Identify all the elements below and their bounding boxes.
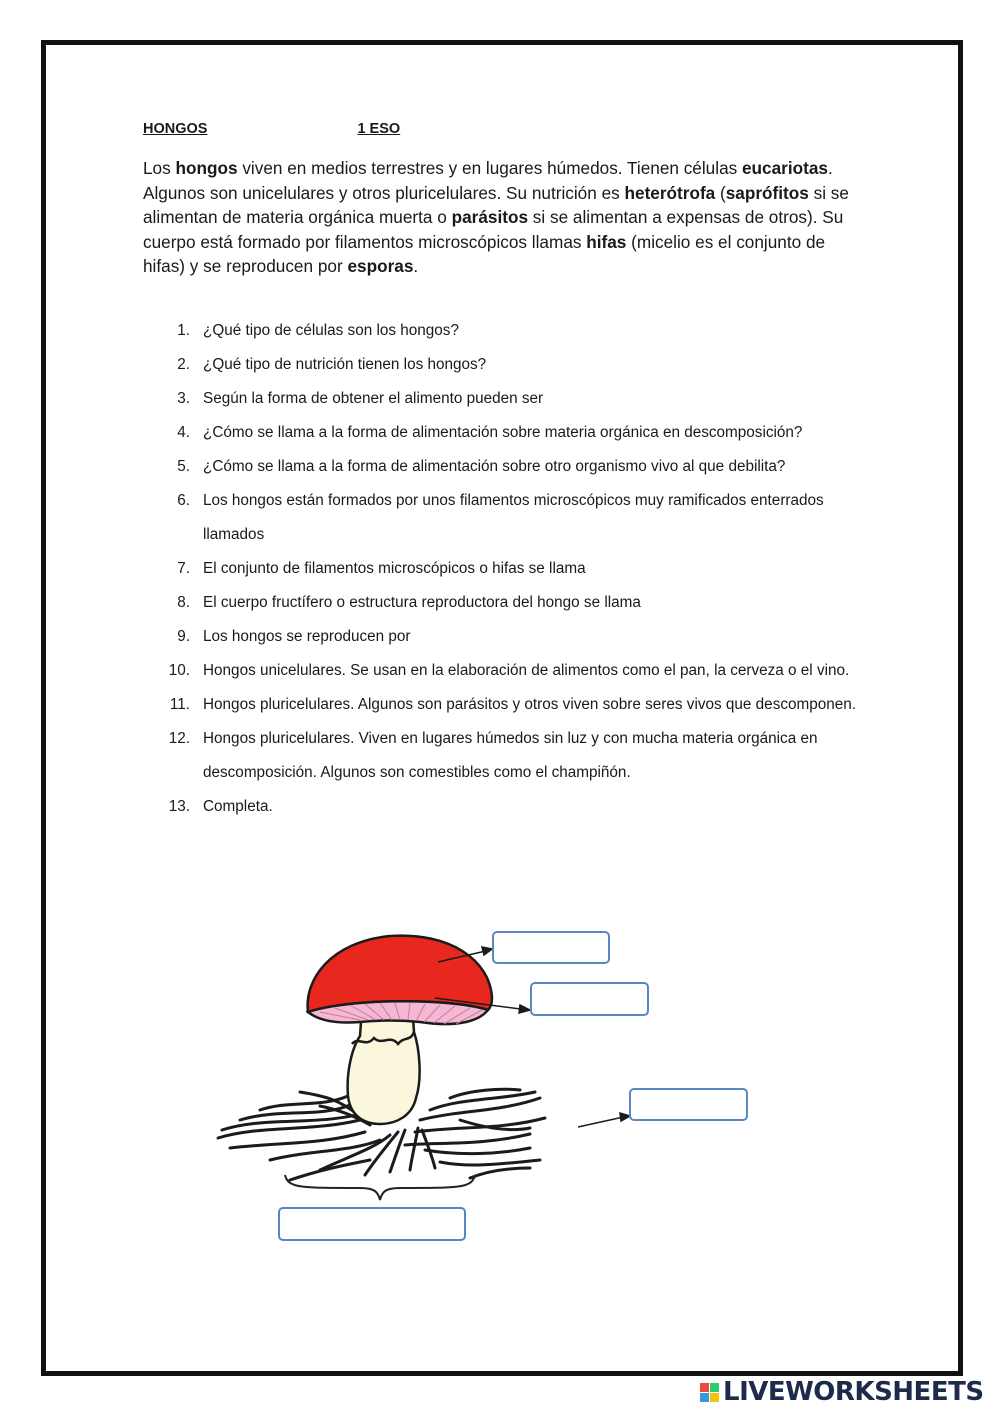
question-text: ¿Qué tipo de células son los hongos? (203, 322, 459, 339)
question-text: ¿Cómo se llama a la forma de alimentación sobre otro organismo vivo al que debilita? (203, 458, 786, 475)
question-number: 4. (177, 424, 190, 441)
answer-box-gills[interactable] (530, 982, 649, 1016)
intro-text: ( (715, 182, 726, 203)
question-list (170, 314, 870, 824)
logo-cube-square (700, 1393, 709, 1402)
question-number: 2. (177, 356, 190, 373)
logo-cube-square (710, 1393, 719, 1402)
intro-text: si se alimentan a expensas de otros). Su cuerpo está formado por filamentos microscópicos llamas (143, 207, 844, 252)
question-text: Los hongos se reproducen por (203, 628, 411, 645)
course-level: 1 ESO (357, 121, 401, 137)
question-number: 3. (177, 390, 190, 407)
question-text: El cuerpo fructífero o estructura reproductora del hongo se llama (203, 594, 641, 611)
question-number: 12. (168, 730, 190, 747)
mycelium-brace (285, 1175, 475, 1200)
question-item (170, 586, 870, 620)
question-item (170, 382, 870, 416)
question-number: 1. (177, 322, 190, 339)
intro-paragraph (143, 156, 863, 279)
intro-text: . (413, 256, 419, 276)
question-item (170, 416, 870, 450)
logo-text: LIVEWORKSHEETS (723, 1377, 984, 1407)
question-item (170, 484, 870, 552)
question-item (170, 654, 870, 688)
question-item (170, 790, 870, 824)
answer-box-hyphae[interactable] (629, 1088, 748, 1121)
intro-text: . Algunos son unicelulares y otros pluricelulares. Su nutrición es (143, 158, 833, 203)
question-number: 7. (177, 560, 190, 577)
question-number: 9. (177, 628, 190, 645)
question-text: Completa. (203, 798, 273, 815)
intro-keyword: heterótrofa (624, 182, 716, 203)
worksheet-header (143, 121, 400, 137)
intro-keyword: hongos (175, 158, 238, 178)
question-number: 13. (168, 798, 190, 815)
question-item (170, 688, 870, 722)
intro-keyword: esporas (347, 256, 414, 276)
question-item (170, 620, 870, 654)
question-number: 6. (177, 492, 190, 509)
worksheet-title: HONGOS (143, 121, 208, 137)
question-item (170, 552, 870, 586)
logo-cube-square (700, 1383, 709, 1392)
question-text: Hongos pluricelulares. Viven en lugares húmedos sin luz y con mucha materia orgánica en descomposición. Algunos son comestibles como el champiñón. (203, 730, 818, 781)
question-text: Los hongos están formados por unos filamentos microscópicos muy ramificados enterrados llamados (203, 492, 824, 543)
logo-cube-icon (700, 1383, 719, 1402)
question-number: 8. (177, 594, 190, 611)
intro-keyword: hifas (586, 231, 627, 252)
question-text: ¿Qué tipo de nutrición tienen los hongos? (203, 356, 487, 373)
question-number: 5. (177, 458, 190, 475)
logo-cube-square (710, 1383, 719, 1392)
question-item (170, 722, 870, 790)
intro-keyword: saprófitos (725, 182, 809, 203)
question-text: Según la forma de obtener el alimento pueden ser (203, 390, 544, 407)
answer-box-cap[interactable] (492, 931, 610, 964)
intro-text: (micelio es el conjunto de hifas) y se reproducen por (143, 231, 826, 276)
intro-text: si se alimentan de materia orgánica muerta o (143, 182, 849, 227)
intro-keyword: eucariotas (742, 158, 828, 178)
question-text: ¿Cómo se llama a la forma de alimentación sobre materia orgánica en descomposición? (203, 424, 803, 441)
intro-keyword: parásitos (451, 207, 529, 227)
liveworksheets-logo (700, 1374, 984, 1410)
question-text: Hongos pluricelulares. Algunos son parásitos y otros viven sobre seres vivos que descomponen. (203, 696, 857, 713)
intro-text: viven en medios terrestres y en lugares húmedos. Tienen células (237, 158, 742, 178)
mushroom-diagram (200, 920, 770, 1260)
question-text: Hongos unicelulares. Se usan en la elaboración de alimentos como el pan, la cerveza o el vino. (203, 662, 850, 679)
question-item (170, 450, 870, 484)
question-number: 10. (168, 662, 190, 679)
answer-box-mycelium[interactable] (278, 1207, 466, 1241)
question-item (170, 348, 870, 382)
question-text: El conjunto de filamentos microscópicos o hifas se llama (203, 560, 586, 577)
question-number: 11. (169, 696, 190, 713)
question-item (170, 314, 870, 348)
intro-text: Los (143, 158, 176, 178)
